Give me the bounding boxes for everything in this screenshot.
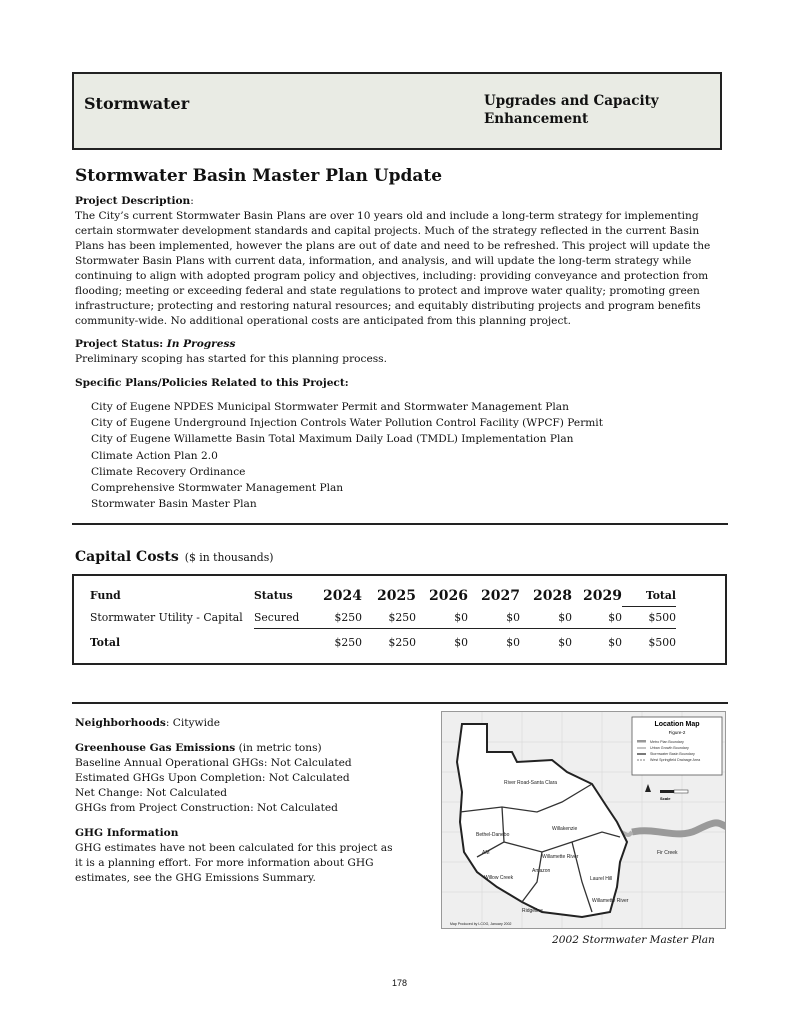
status-label: Project Status — [75, 338, 160, 350]
capital-costs-box — [72, 574, 727, 665]
col-fund: Fund — [90, 589, 121, 603]
total-2025: $250 — [388, 636, 416, 649]
cell-status: Secured — [254, 607, 308, 629]
plan-item: City of Eugene Underground Injection Controls Water Pollution Control Facility (WPCF) Permit — [91, 417, 603, 430]
plan-item: Climate Recovery Ordinance — [91, 465, 246, 478]
legend-item: Stormwater Basin Boundary — [650, 752, 695, 756]
col-2026: 2026 — [429, 587, 468, 604]
total-total: $500 — [648, 636, 676, 649]
project-info — [75, 716, 395, 896]
project-status: Project Status: In Progress Preliminary scoping has started for this planning process. — [75, 338, 387, 365]
map-label: Fir Creek — [657, 850, 678, 856]
cell-2029: $0 — [572, 607, 622, 629]
map-label: River Road-Santa Clara — [504, 780, 558, 786]
cell-total: $500 — [622, 607, 676, 629]
plans-heading: Specific Plans/Policies Related to this Project: — [75, 377, 349, 389]
capital-costs-table — [90, 585, 676, 653]
map-label: Amazon — [532, 868, 551, 874]
capital-costs-title — [75, 549, 273, 565]
section-header — [72, 72, 722, 150]
ghg-unit: (in metric tons) — [238, 742, 322, 754]
map-label: Laurel Hill — [590, 876, 613, 882]
status-note: Preliminary scoping has started for this planning process. — [75, 353, 387, 365]
col-2027: 2027 — [481, 587, 520, 604]
project-title: Stormwater Basin Master Plan Update — [75, 166, 443, 186]
col-status: Status — [254, 589, 293, 603]
ghg-emissions — [75, 741, 395, 816]
scale-label: Scale — [660, 796, 671, 801]
status-value: In Progress — [166, 338, 236, 350]
legend-item: West Springfield Drainage Area — [650, 758, 701, 762]
ghg-label: Greenhouse Gas Emissions — [75, 742, 236, 754]
total-2028: $0 — [558, 636, 572, 649]
page-number: 178 — [392, 978, 408, 988]
divider — [72, 523, 728, 525]
map-label: AM — [482, 850, 490, 856]
ghg-info-label: GHG Information — [75, 827, 179, 839]
total-2029: $0 — [608, 636, 622, 649]
map-svg — [442, 712, 726, 929]
cell-fund: Stormwater Utility - Capital — [90, 611, 243, 624]
ghg-info-text: GHG estimates have not been calculated for this project as it is a planning effort. For more information about GHG estimates, see the GHG Emissions Summary. — [75, 842, 393, 884]
cell-2025: $250 — [362, 607, 416, 629]
cell-2024: $250 — [308, 607, 362, 629]
ghg-line: Estimated GHGs Upon Completion: Not Calculated — [75, 772, 350, 784]
total-2026: $0 — [454, 636, 468, 649]
category-title: Stormwater — [84, 94, 190, 113]
ghg-information — [75, 826, 395, 886]
description-label: Project Description — [75, 195, 191, 207]
total-2027: $0 — [506, 636, 520, 649]
plan-item: Stormwater Basin Master Plan — [91, 498, 257, 511]
map-label: Willamette River — [592, 898, 629, 904]
table-total-row — [90, 629, 676, 654]
capital-costs-unit: ($ in thousands) — [184, 551, 274, 564]
col-2028: 2028 — [533, 587, 572, 604]
map-credit: Map Produced by LCOG, January 2002 — [450, 922, 512, 926]
ghg-line: GHGs from Project Construction: Not Calculated — [75, 802, 338, 814]
legend-figure: Figure-2 — [668, 730, 686, 735]
legend-item: Urban Growth Boundary — [650, 746, 689, 750]
plan-item: Comprehensive Stormwater Management Plan — [91, 482, 344, 495]
ghg-line: Baseline Annual Operational GHGs: Not Calculated — [75, 757, 352, 769]
table-row — [90, 607, 676, 629]
map-label: Willakenzie — [552, 826, 578, 832]
ghg-line: Net Change: Not Calculated — [75, 787, 228, 799]
neighborhoods-value: Citywide — [172, 717, 221, 729]
project-description: Project Description: The City’s current Stormwater Basin Plans are over 10 years old and include a long-term strategy for implementing certain stormwater development standards and capital projects. Much of the strategy reflected in the current Basin Plans has been implemented, however the plans are out of date and need to be refreshed. This project will update the Stormwater Basin Plans with current data, information, and analysis, and will update the long-term strategy while continuing to align with adopted program policy and objectives, including: providing conveyance and protection from flooding; meeting or exceeding federal and state regulations to protect and improve water quality; promoting green infrastructure; protecting and restoring natural resources; and equitably distributing projects and program benefits community-wide. No additional operational costs are anticipated from this planning project. — [75, 195, 711, 327]
cell-2026: $0 — [416, 607, 468, 629]
map-label: Willow Creek — [484, 875, 514, 881]
cell-2027: $0 — [468, 607, 520, 629]
table-header-row — [90, 585, 676, 607]
map-label: Ridgeline — [522, 908, 543, 914]
divider — [72, 702, 728, 704]
total-label: Total — [90, 635, 121, 649]
col-2029: 2029 — [583, 587, 622, 604]
plan-item: Climate Action Plan 2.0 — [91, 449, 218, 462]
description-text: The City’s current Stormwater Basin Plans are over 10 years old and include a long-term strategy for implementing certain stormwater development standards and capital projects. Much of the strategy reflected in the current Basin Plans has been implemented, however the plans are out of date and need to be refreshed. This project will update the Stormwater Basin Plans with current data, information, and analysis, and will update the long-term strategy while continuing to align with adopted program policy and objectives, including: providing conveyance and protection from flooding; meeting or exceeding federal and state regulations to protect and improve water quality; promoting green infrastructure; protecting and restoring natural resources; and equitably distributing projects and program benefits community-wide. No additional operational costs are anticipated from this planning project. — [75, 210, 711, 327]
col-2024: 2024 — [323, 587, 362, 604]
neighborhoods-label: Neighborhoods — [75, 717, 166, 729]
location-map — [441, 711, 726, 929]
map-label: Bethel-Danebo — [476, 832, 510, 838]
neighborhoods: Neighborhoods: Citywide — [75, 717, 221, 729]
plan-item: City of Eugene NPDES Municipal Stormwater Permit and Stormwater Management Plan — [91, 401, 569, 413]
capital-costs-label: Capital Costs — [75, 549, 179, 565]
col-total: Total — [622, 585, 676, 607]
col-2025: 2025 — [377, 587, 416, 604]
map-label: Willamette River — [542, 854, 579, 860]
total-2024: $250 — [334, 636, 362, 649]
legend-item: Metro Plan Boundary — [650, 740, 684, 744]
cell-2028: $0 — [520, 607, 572, 629]
plan-item: City of Eugene Willamette Basin Total Maximum Daily Load (TMDL) Implementation Plan — [91, 433, 574, 446]
subcategory-title: Upgrades and Capacity Enhancement — [484, 93, 659, 127]
legend-title: Location Map — [654, 721, 700, 728]
plans-list — [91, 399, 603, 512]
map-caption: 2002 Stormwater Master Plan — [552, 934, 715, 946]
